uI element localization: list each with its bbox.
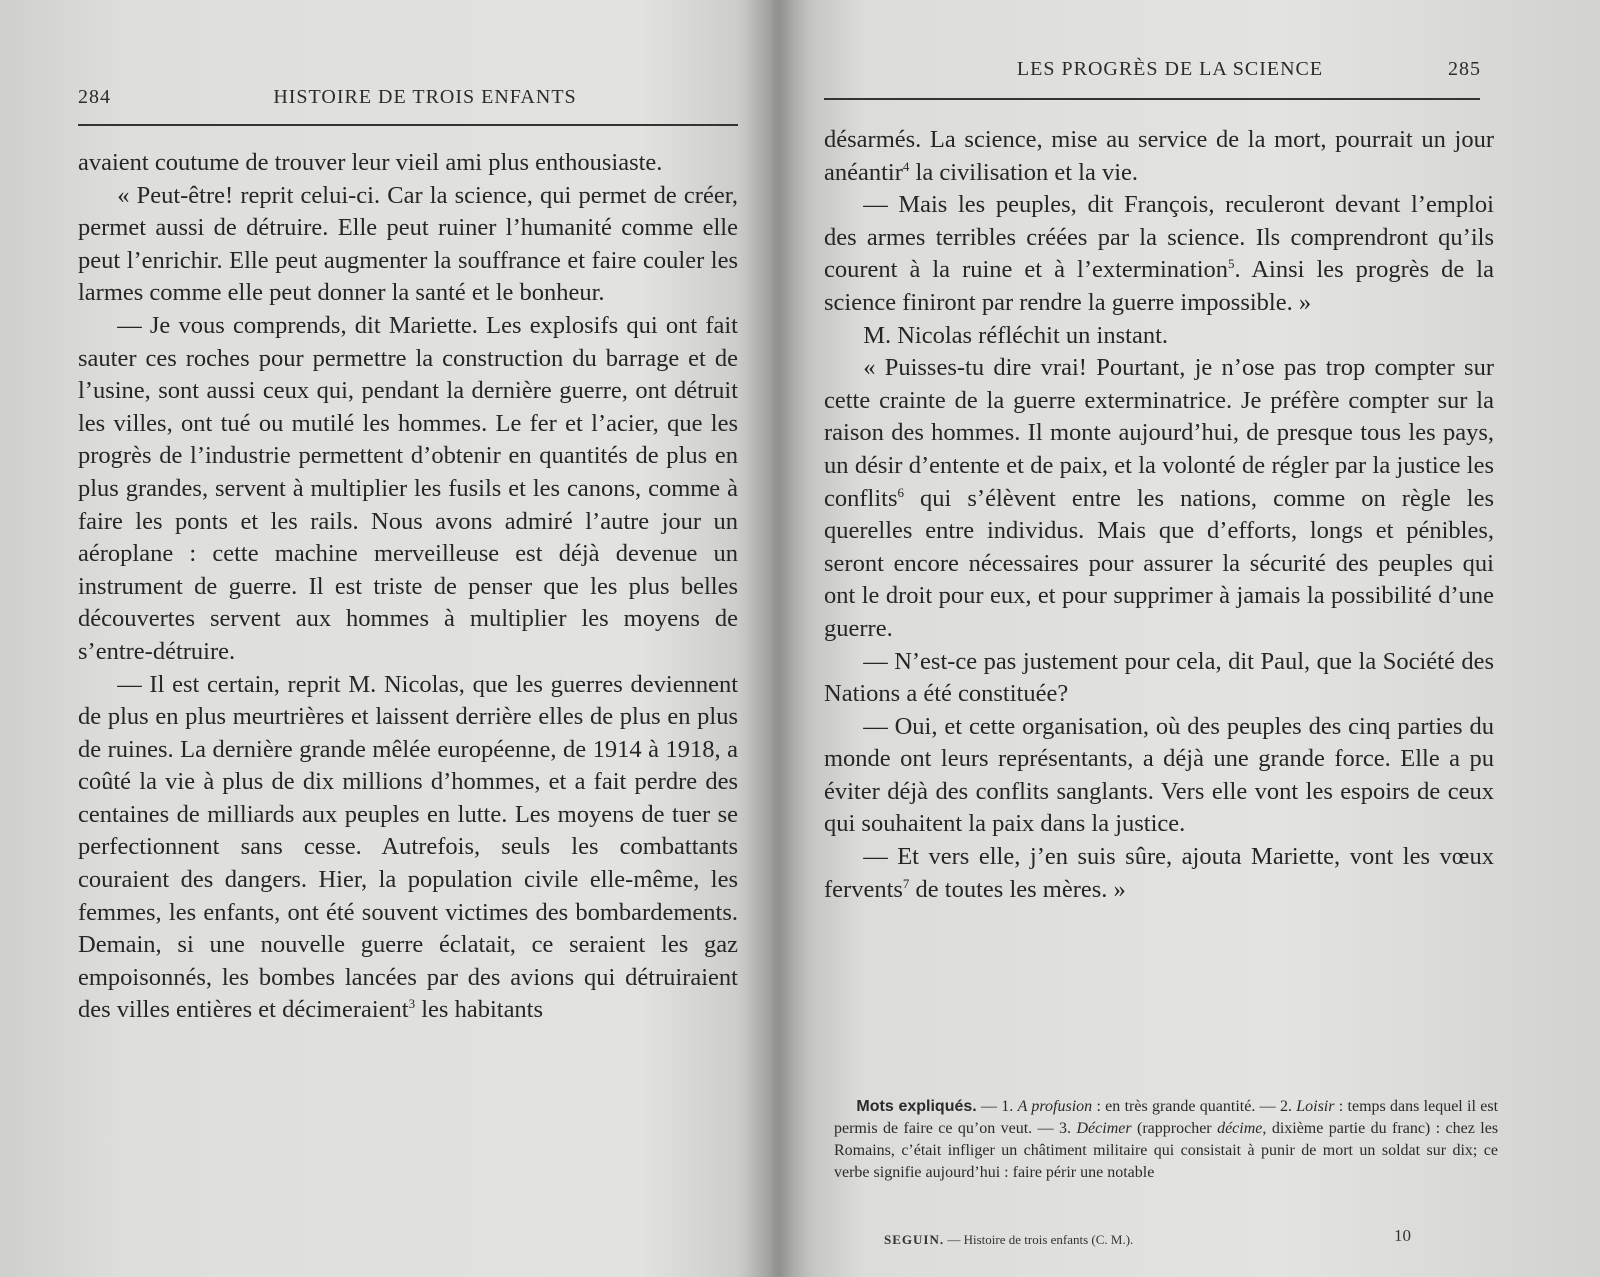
paragraph: — Oui, et cette organisation, où des peuples des cinq parties du monde ont leurs représentants, a déjà une grande force. Elle a pu éviter déjà des conflits sanglants. Vers elle vont les espoirs de ceux qui souhaitent la paix dans la justice. (824, 712, 1494, 838)
paragraph (824, 841, 1494, 906)
footnote-ref: 6 (897, 484, 904, 500)
footnote-ref: 7 (902, 875, 910, 891)
paragraph (824, 352, 1494, 645)
footnote-number: — 1. (981, 1098, 1014, 1115)
paragraph-text: . Ainsi les progrès de la science finiront par rendre la guerre impossible. » (824, 256, 1494, 316)
footnote-crossref: décime (1217, 1120, 1263, 1137)
paragraph-text: les habitants (421, 996, 544, 1024)
paragraph-text: la civilisation et la vie. (915, 158, 1139, 186)
footer-author: SEGUIN. (884, 1232, 945, 1247)
footnotes-heading: Mots expliqués. (856, 1098, 977, 1115)
footer-title: — Histoire de trois enfants (C. M.). (947, 1232, 1134, 1247)
header-rule (78, 124, 738, 126)
paragraph: avaient coutume de trouver leur vieil ami plus enthousiaste. (78, 149, 663, 176)
paragraph (824, 189, 1494, 319)
footnote-term: Décimer (1076, 1120, 1132, 1137)
paragraph-text: qui s’élèvent entre les nations, comme on règle les querelles entre individus. Mais que d’efforts, longs et pénibles, seront encore nécessaires pour assurer la sécurité des peuples qui ont le droit pour eux, et pour supprimer à jamais la possibilité d’une guerre. (824, 484, 1494, 642)
paragraph (824, 124, 1494, 189)
left-page-body (78, 147, 738, 1027)
paragraph (78, 669, 738, 1028)
footnote-block (834, 1096, 1498, 1184)
footnote-term: Loisir (1296, 1098, 1335, 1115)
footnote-definition: : temps dans lequel il est permis de faire ce qu’on veut. — (834, 1098, 1499, 1137)
running-head: HISTOIRE DE TROIS ENFANTS (273, 86, 577, 108)
paragraph-text: de toutes les mères. » (915, 875, 1126, 903)
header-rule (824, 98, 1480, 100)
footnotes (834, 1096, 1498, 1184)
paragraph-text: — Et vers elle, j’en suis sûre, ajouta Mariette, vont les vœux fervents (824, 843, 1494, 903)
paragraph-text: « Puisses-tu dire vrai! Pourtant, je n’ose pas trop compter sur cette crainte de la guerre exterminatrice. Je préfère compter sur la raison des hommes. Il monte aujourd’hui, de presque tous les pays, un désir d’entente et de paix, et la volonté de régler par la justice les conflits (824, 354, 1494, 512)
right-page-body (824, 124, 1494, 906)
page-number: 284 (78, 86, 111, 108)
paragraph-text: — Mais les peuples, dit François, reculeront devant l’emploi des armes terribles créées par la science. Ils comprendront qu’ils courent à la ruine et à l’extermination (824, 191, 1494, 284)
footnote-ref: 4 (902, 158, 910, 174)
footnote-number: 2. (1279, 1098, 1292, 1115)
paragraph: M. Nicolas réfléchit un instant. (863, 321, 1169, 349)
paragraph: — N’est-ce pas justement pour cela, dit Paul, que la Société des Nations a été constituée? (824, 647, 1494, 708)
right-page (800, 0, 1600, 1277)
footnote-definition: (rapprocher (1137, 1120, 1212, 1137)
footnote-ref: 3 (408, 996, 416, 1012)
paragraph-text: — Il est certain, reprit M. Nicolas, que les guerres deviennent de plus en plus meurtrières et laissent derrière elles de plus en plus de ruines. La dernière grande mêlée européenne, de 1914 à 1918, a coûté la vie à plus de dix millions d’hommes, et a fait perdre des centaines de milliards aux peuples en lutte. Les moyens de tuer se perfectionnent sans cesse. Autrefois, seuls les combattants couraient des dangers. Hier, la population civile elle-même, les femmes, les enfants, ont été souvent victimes des bombardements. Demain, si une nouvelle guerre éclatait, ce seraient les gaz empoisonnés, les bombes lancées par des avions qui détruiraient des villes entières et décimeraient (78, 670, 738, 1024)
left-page (0, 0, 790, 1277)
footnote-definition: : en très grande quantité. — (1096, 1098, 1276, 1115)
footer-signature (884, 1232, 1133, 1248)
paragraph-text: désarmés. La science, mise au service de la mort, pourrait un jour anéantir (824, 126, 1494, 186)
paragraph: — Je vous comprends, dit Mariette. Les explosifs qui ont fait sauter ces roches pour permettre la construction du barrage et de l’usine, sont aussi ceux qui, pendant la dernière guerre, ont détruit les villes, ont tué ou mutilé les hommes. Le fer et l’acier, que les progrès de l’industrie permettent d’obtenir en quantités de plus en plus grandes, servent à multiplier les fusils et les canons, comme à faire les ponts et les rails. Nous avons admiré l’autre jour un aéroplane : cette machine merveilleuse est déjà devenue un instrument de guerre. Il est triste de penser que les plus belles découvertes servent aux hommes à multiplier les moyens de s’entre-détruire. (78, 311, 738, 665)
sheet-number: 10 (1394, 1226, 1411, 1245)
footnote-ref: 5 (1228, 256, 1235, 272)
footnote-number: 3. (1059, 1120, 1072, 1137)
paragraph: « Peut-être! reprit celui-ci. Car la science, qui permet de créer, permet aussi de détruire. Elle peut ruiner l’humanité comme elle peut l’enrichir. Elle peut augmenter la souffrance et faire couler les larmes comme elle peut donner la santé et le bonheur. (78, 181, 738, 307)
footnote-definition: , dixième partie du franc) : chez les Romains, c’était infliger un châtiment militaire qui consistait à punir de mort un soldat sur dix; ce verbe signifie aujourd’hui : faire périr une notable (834, 1120, 1499, 1181)
running-head: LES PROGRÈS DE LA SCIENCE (1016, 58, 1324, 80)
page-number: 285 (1448, 58, 1481, 80)
footnote-term: A profusion (1017, 1098, 1093, 1115)
